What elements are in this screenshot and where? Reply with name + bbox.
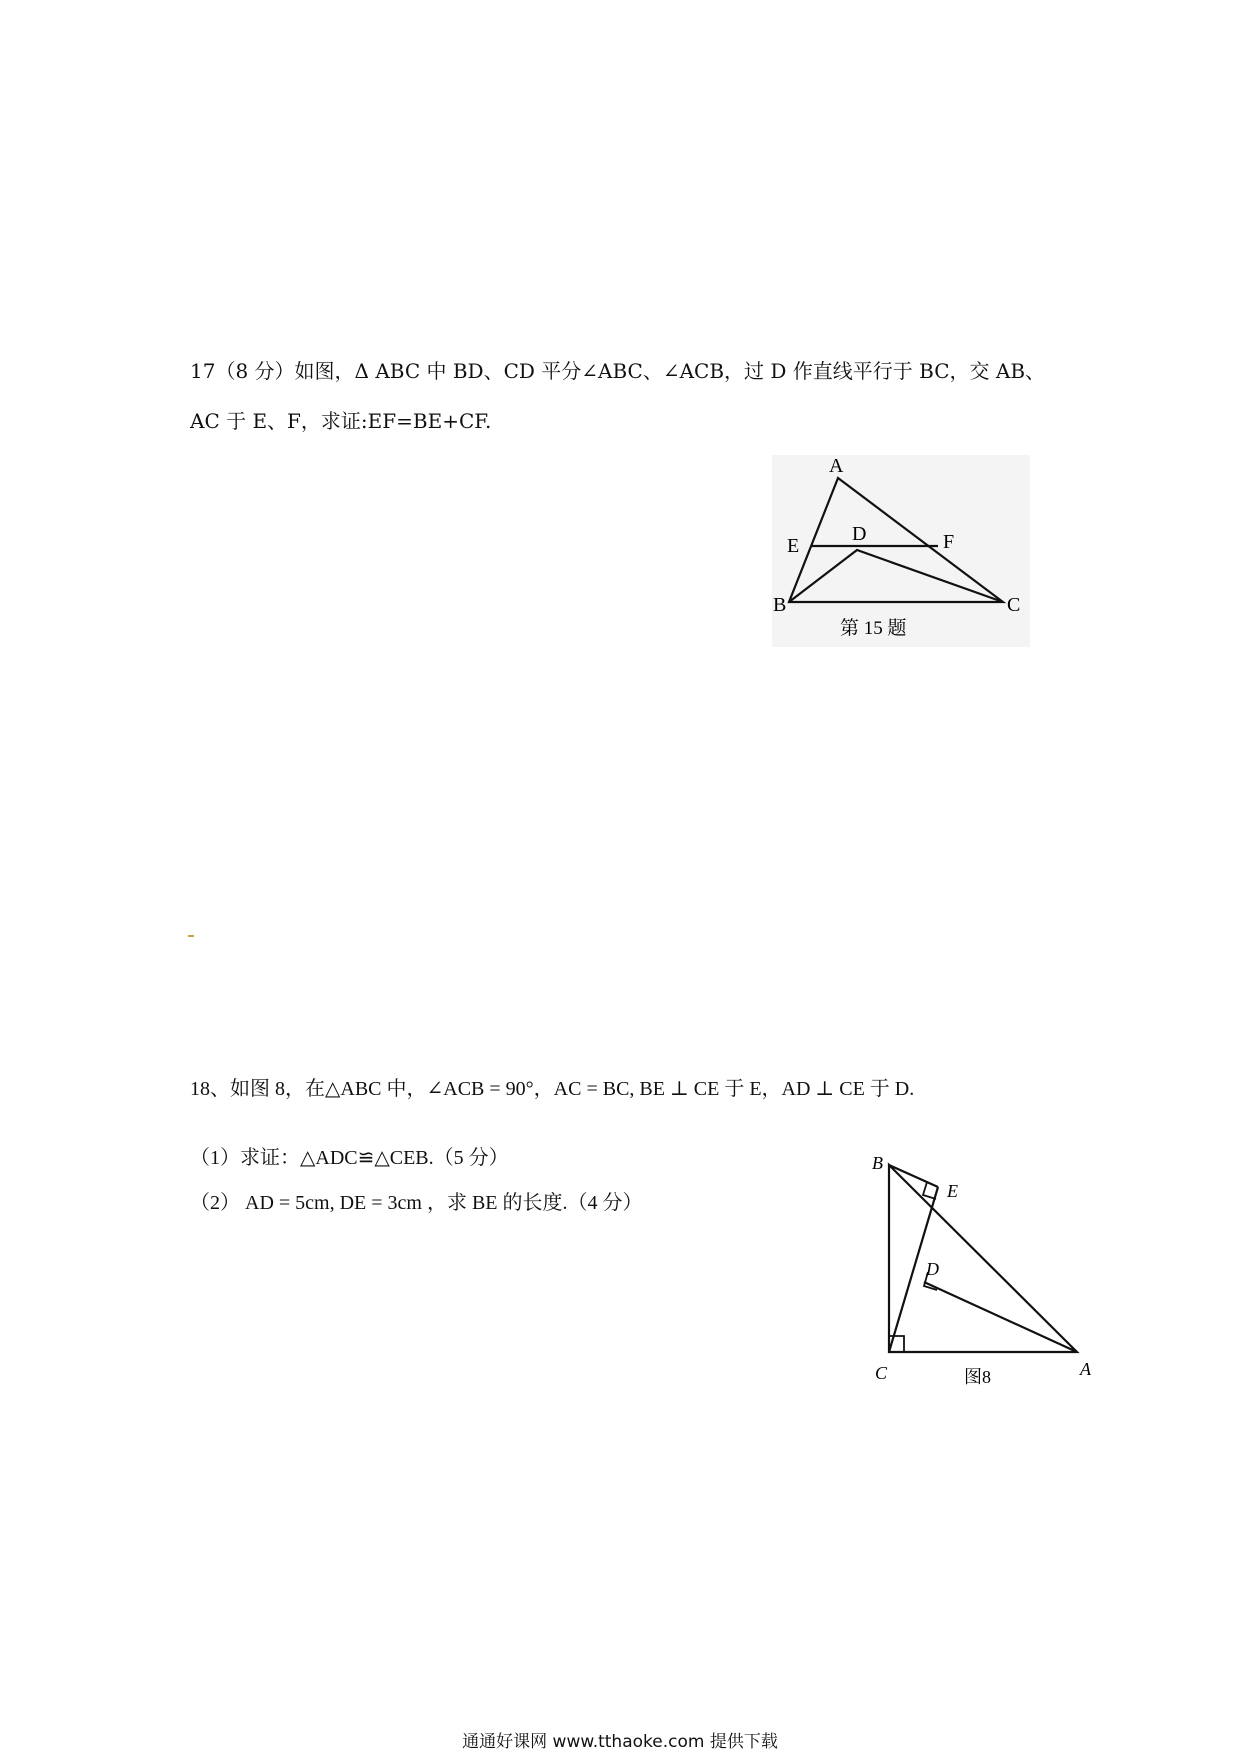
q17-figure-svg	[772, 455, 1030, 647]
q17-line2: AC 于 E、F，求证:EF=BE+CF.	[190, 409, 492, 433]
q17-figure-caption: 第 15 题	[840, 618, 907, 639]
segment-be	[889, 1165, 938, 1187]
label-a: A	[829, 455, 844, 477]
label-d: D	[926, 1259, 939, 1279]
label-c: C	[1007, 594, 1021, 616]
label-b: B	[872, 1153, 883, 1173]
label-e: E	[787, 535, 800, 557]
q17-figure	[772, 455, 1030, 647]
page-footer: 通通好课网 www.tthaoke.com 提供下载	[462, 1732, 778, 1752]
q18-figure-svg	[862, 1152, 1102, 1397]
label-e: E	[947, 1181, 958, 1201]
label-c: C	[875, 1363, 888, 1383]
q18-figure-lines	[889, 1165, 1077, 1352]
q18-figure-caption: 图8	[964, 1367, 991, 1387]
label-b: B	[773, 594, 787, 616]
q17-line1: 17（8 分）如图，Δ ABC 中 BD、CD 平分∠ABC、∠ACB，过 D 作直线平行于 BC，交 AB、	[190, 359, 1046, 383]
label-d: D	[852, 523, 867, 545]
q18-line1: 18、如图 8，在△ABC 中，∠ACB = 90°，AC = BC, BE ⊥ CE 于 E，AD ⊥ CE 于 D.	[190, 1078, 915, 1100]
label-f: F	[943, 531, 955, 553]
q18-figure	[862, 1152, 1102, 1397]
q18-part2: （2） AD = 5cm, DE = 3cm ，求 BE 的长度.（4 分）	[190, 1192, 643, 1214]
q18-part1: （1）求证：△ADC≌△CEB.（5 分）	[190, 1147, 509, 1169]
label-a: A	[1080, 1359, 1091, 1379]
stray-mark	[188, 935, 194, 937]
segment-ad	[924, 1282, 1077, 1352]
